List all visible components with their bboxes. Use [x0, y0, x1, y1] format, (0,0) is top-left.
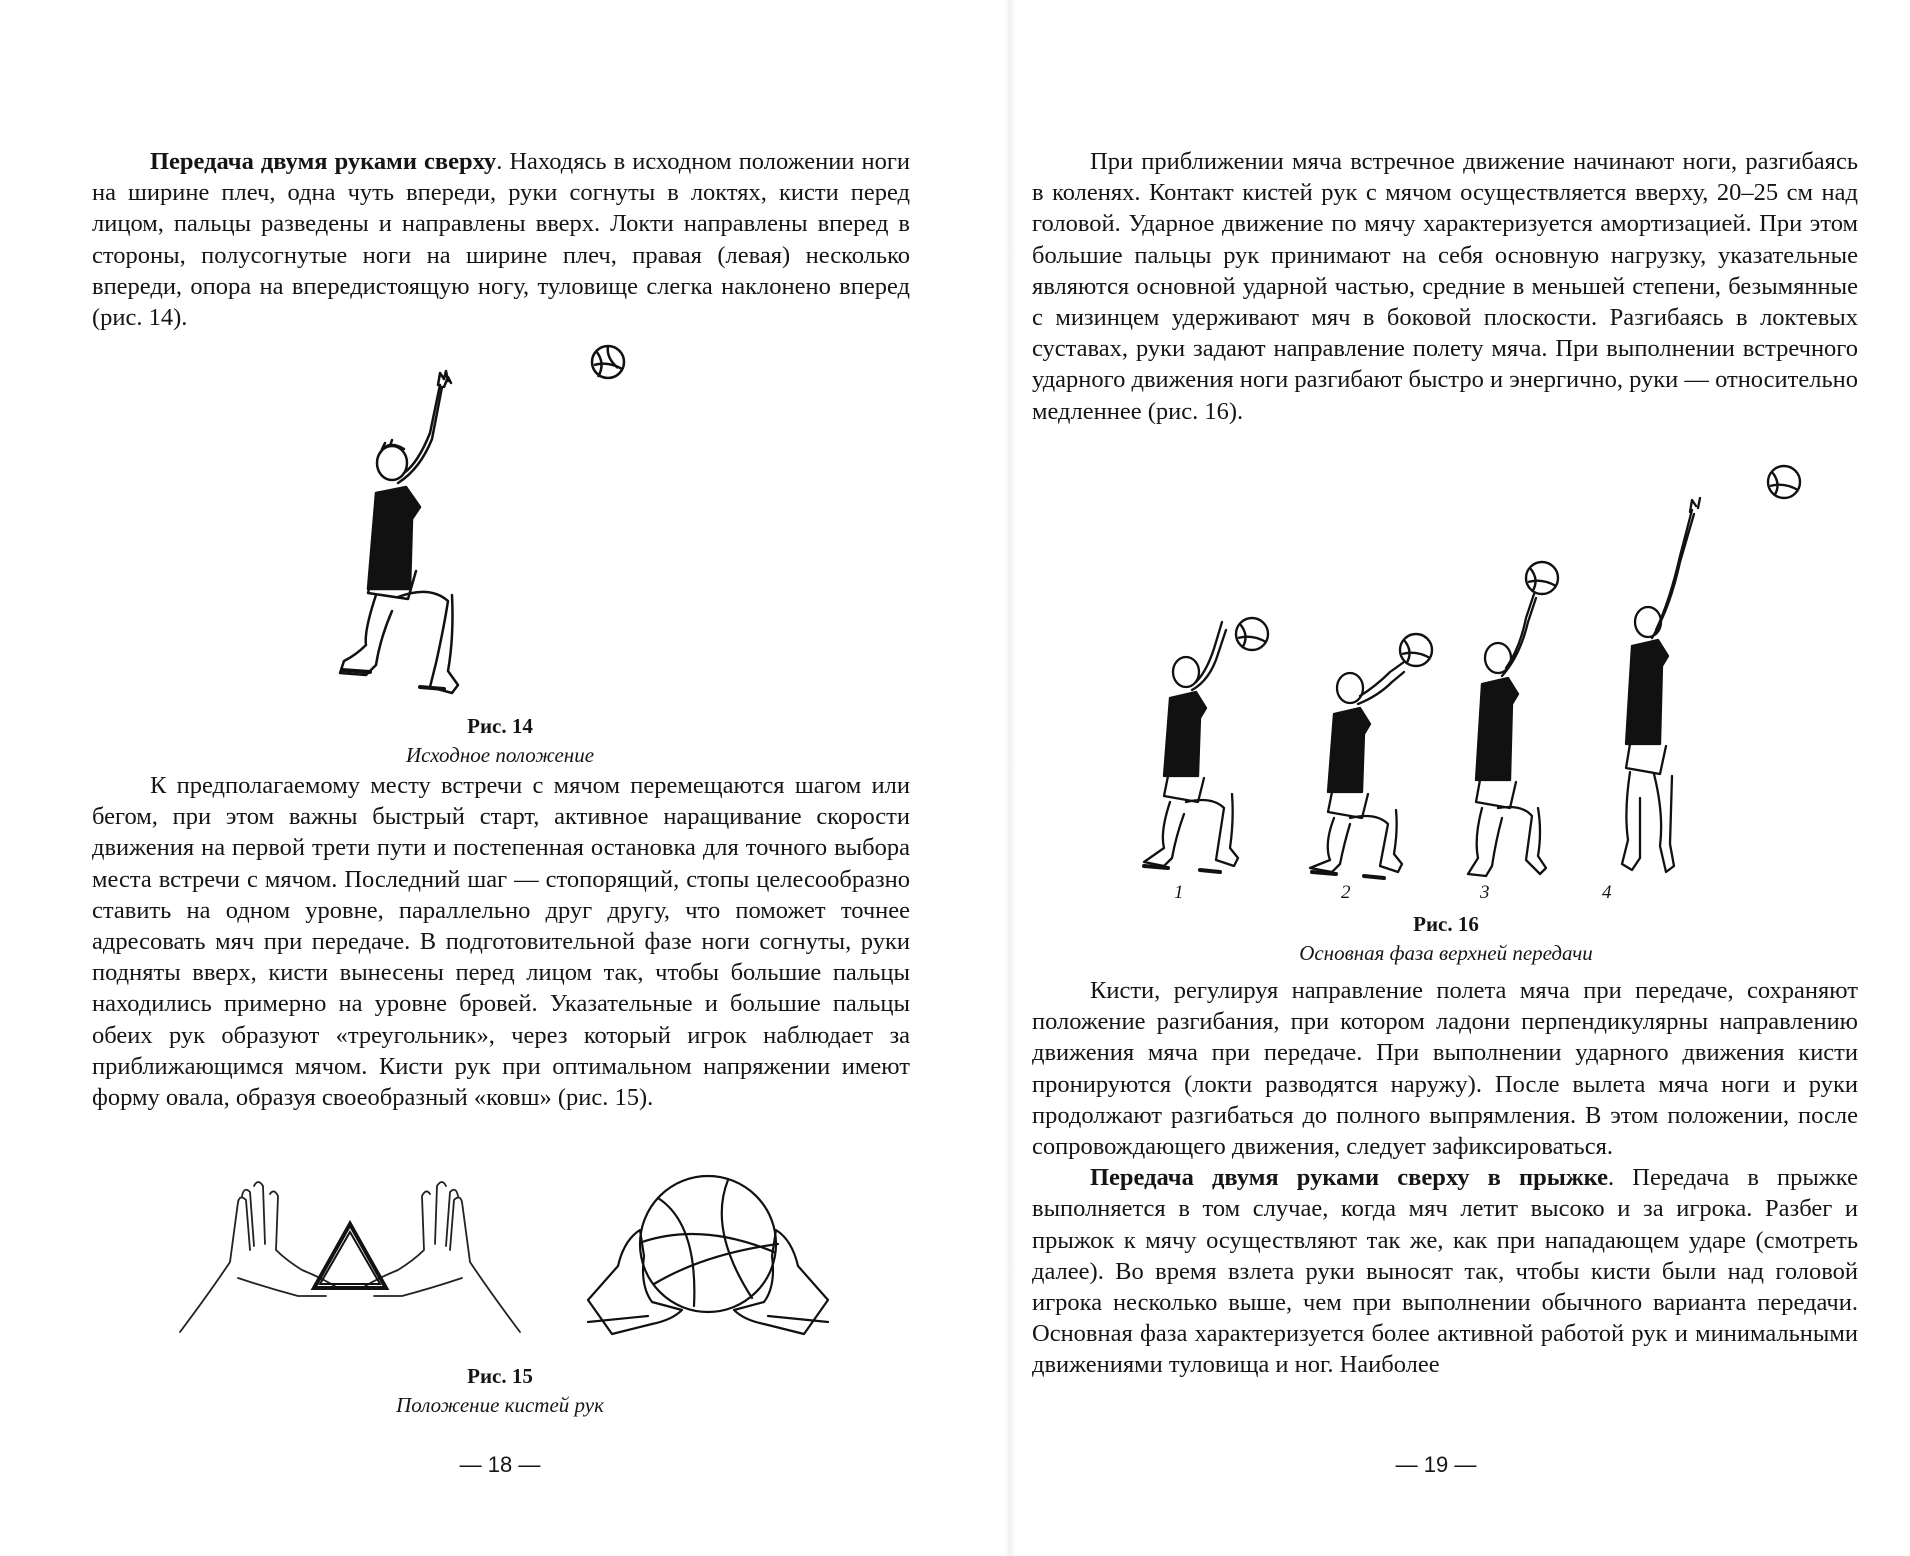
figure-14-number: Рис. 14: [467, 714, 533, 738]
player-phase-3-icon: [1468, 594, 1546, 876]
section-heading-jump-pass: Передача двумя руками сверху в прыжке: [1090, 1164, 1608, 1192]
right-paragraph-3-text: . Передача в прыжке выполняется в том случае, когда мяч летит высоко и за игрока. Разбег и прыжок к мячу осуществляют так же, как при нападающем ударе (смотреть далее). Во время взлета руки выносят так, чтобы кисти были над головой игрока несколько выше, чем при выполнении обычного варианта передачи. Основная фаза характеризуется более активной работой рук и минимальными движениями туловища и ног. Наиболее: [1032, 1164, 1858, 1379]
right-paragraph-1-text: При приближении мяча встречное движение начинают ноги, разгибаясь в коленях. Контакт кистей рук с мячом осуществляется вверху, 20–25 см над головой. Ударное движение по мячу характеризуется амортизацией. При этом большие пальцы рук принимают на себя основную нагрузку, указательные являются основной ударной частью, средние в меньшей степени, безымянные с мизинцем удерживают мяч в боковой плоскости. Разгибаясь в локтевых суставах, руки задают направление полету мяча. При выполнении встречного ударного движения ноги разгибают быстро и энергично, руки — относительно медленнее (рис. 16).: [1032, 148, 1858, 425]
player-phase-2-icon: [1310, 662, 1404, 878]
left-page-number: — 18 —: [459, 1452, 541, 1477]
right-page: [1016, 0, 1910, 1556]
figure-15-hands-ball-bowl: [588, 1172, 828, 1332]
right-paragraph-2-text: Кисти, регулируя направление полета мяча при передаче, сохраняют положение разгибания, при котором ладони перпендикулярны направлению движения мяча при передаче. При выполнении ударного движения кисти пронируются (локти разводятся наружу). После вылета мяча ноги и руки продолжают разгибаться до полного выпрямления. В этом положении, после сопровождающего движения, следует зафиксироваться.: [1032, 977, 1858, 1161]
phase-label-1: 1: [1174, 882, 1184, 903]
left-paragraph-2-text: К предполагаемому месту встречи с мячом перемещаются шагом или бегом, при этом важны быстрый старт, активное наращивание скорости движения на первой трети пути и постепенная остановка для точного выбора места встречи с мячом. Последний шаг — стопорящий, стопы целесообразно ставить на одном уровне, параллельно друг другу, что поможет точнее адресовать мяч при передаче. В подготовительной фазе ноги согнуты, руки подняты вверх, кисти вынесены перед лицом так, чтобы большие пальцы находились примерно на уровне бровей. Указательные и большие пальцы обеих рук образуют «треугольник», через который игрок наблюдает за приближающимся мячом. Кисти рук при оптимальном напряжении имеют форму овала, образуя своеобразный «ковш» (рис. 15).: [92, 772, 910, 1112]
figure-14-player-ready-position: [340, 335, 640, 685]
right-page-number: — 19 —: [1395, 1452, 1477, 1477]
phase-label-4: 4: [1602, 882, 1612, 903]
phase-label-3: 3: [1480, 882, 1490, 903]
player-phase-1-icon: [1144, 622, 1238, 872]
left-paragraph-1: [92, 146, 910, 333]
book-gutter: [1004, 0, 1016, 1556]
section-heading-overhead-pass: Передача двумя руками сверху: [150, 148, 497, 175]
figure-14-title: Исходное положение: [405, 743, 595, 767]
volleyball-icon: [1236, 466, 1800, 666]
figure-16-title: Основная фаза верхней передачи: [1299, 941, 1593, 965]
figure-15-title: Положение кистей рук: [396, 1393, 604, 1417]
player-phase-4-icon: [1622, 498, 1700, 872]
figure-15-number: Рис. 15: [467, 1364, 533, 1388]
right-paragraphs-2-3: [1032, 975, 1858, 1381]
figure-16-caption: [1236, 910, 1656, 968]
figure-14-caption: [340, 712, 660, 770]
left-paragraph-1-text: . Находясь в исходном положении ноги на ширине плеч, одна чуть впереди, руки согнуты в локтях, кисти перед лицом, пальцы разведены и направлены вверх. Локти направлены вперед в стороны, полусогнутые ноги на ширине плеч, правая (левая) несколько впереди, опора на впередистоящую ногу, туловище слегка наклонено вперед (рис. 14).: [92, 148, 910, 332]
volleyball-icon: [592, 346, 624, 378]
left-paragraph-2: [92, 770, 910, 1113]
phase-label-2: 2: [1341, 882, 1351, 903]
figure-16-number: Рис. 16: [1413, 912, 1479, 936]
figure-16-pass-phases: [1136, 462, 1826, 892]
figure-15-hands-triangle: [180, 1172, 520, 1337]
player-figure-icon: [340, 371, 458, 693]
figure-15-caption: [330, 1362, 670, 1420]
right-paragraph-1: [1032, 146, 1858, 427]
